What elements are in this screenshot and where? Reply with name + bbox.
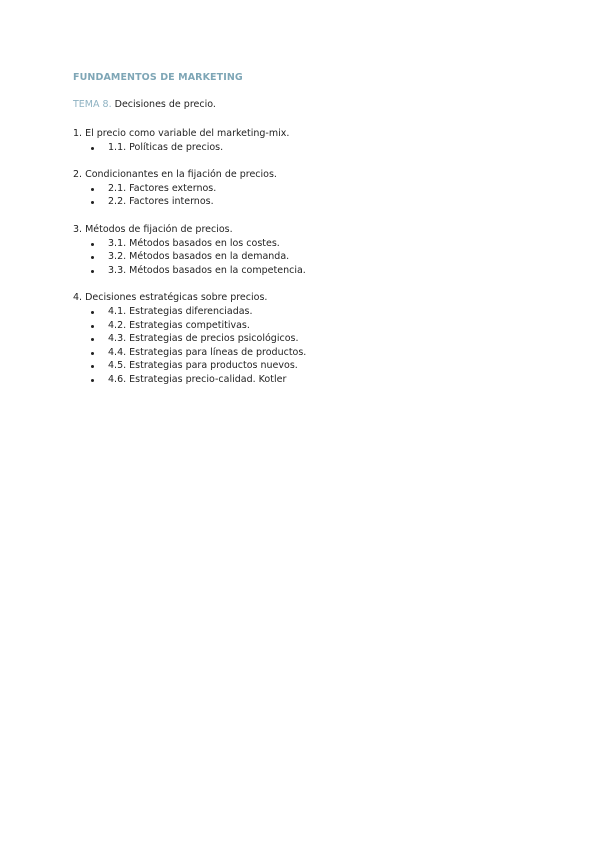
list-item: [73, 264, 533, 278]
list-item-label: 1.1. Políticas de precios.: [108, 141, 224, 153]
list-item: [73, 359, 533, 373]
list-item: [73, 141, 533, 155]
list-item-label: 3.2. Métodos basados en la demanda.: [108, 251, 290, 263]
bullet-icon: [91, 379, 94, 382]
list-item: [73, 182, 533, 196]
bullet-icon: [91, 188, 94, 191]
bullet-icon: [91, 147, 94, 150]
list-item-label: 4.1. Estrategias diferenciadas.: [108, 305, 253, 317]
topic-title: Decisiones de precio.: [111, 99, 216, 110]
section-item-list: [73, 305, 533, 387]
list-item-label: 3.3. Métodos basados en la competencia.: [108, 264, 306, 276]
section-heading: 3. Métodos de fijación de precios.: [73, 223, 233, 235]
list-item: [73, 346, 533, 360]
list-item-label: 3.1. Métodos basados en los costes.: [108, 237, 280, 249]
table-of-contents: [73, 127, 533, 401]
bullet-icon: [91, 256, 94, 259]
bullet-icon: [91, 311, 94, 314]
bullet-icon: [91, 365, 94, 368]
topic-separator: .: [108, 99, 112, 110]
section-3: [73, 223, 533, 277]
topic-line: [73, 99, 216, 110]
list-item-label: 4.3. Estrategias de precios psicológicos.: [108, 333, 299, 345]
list-item: [73, 305, 533, 319]
list-item: [73, 195, 533, 209]
section-heading: 1. El precio como variable del marketing-mix.: [73, 128, 290, 139]
section-2: [73, 168, 533, 209]
bullet-icon: [91, 338, 94, 341]
list-item-label: 2.2. Factores internos.: [108, 196, 214, 208]
section-heading: 4. Decisiones estratégicas sobre precios.: [73, 292, 268, 304]
list-item-label: 4.5. Estrategias para productos nuevos.: [108, 360, 298, 372]
list-item-label: 4.4. Estrategias para líneas de productos.: [108, 346, 307, 358]
section-1: [73, 127, 533, 154]
bullet-icon: [91, 325, 94, 328]
section-item-list: [73, 237, 533, 278]
list-item-label: 2.1. Factores externos.: [108, 182, 217, 194]
bullet-icon: [91, 352, 94, 355]
section-heading: 2. Condicionantes en la fijación de precios.: [73, 169, 277, 181]
section-4: [73, 291, 533, 386]
list-item: [73, 319, 533, 333]
list-item: [73, 373, 533, 387]
list-item: [73, 250, 533, 264]
course-title: FUNDAMENTOS DE MARKETING: [73, 72, 243, 83]
bullet-icon: [91, 201, 94, 204]
list-item: [73, 332, 533, 346]
list-item: [73, 237, 533, 251]
section-item-list: [73, 182, 533, 209]
list-item-label: 4.6. Estrategias precio-calidad. Kotler: [108, 373, 287, 385]
list-item-label: 4.2. Estrategias competitivas.: [108, 319, 250, 331]
bullet-icon: [91, 270, 94, 273]
topic-label: TEMA 8: [73, 99, 109, 110]
bullet-icon: [91, 243, 94, 246]
section-item-list: [73, 141, 533, 155]
